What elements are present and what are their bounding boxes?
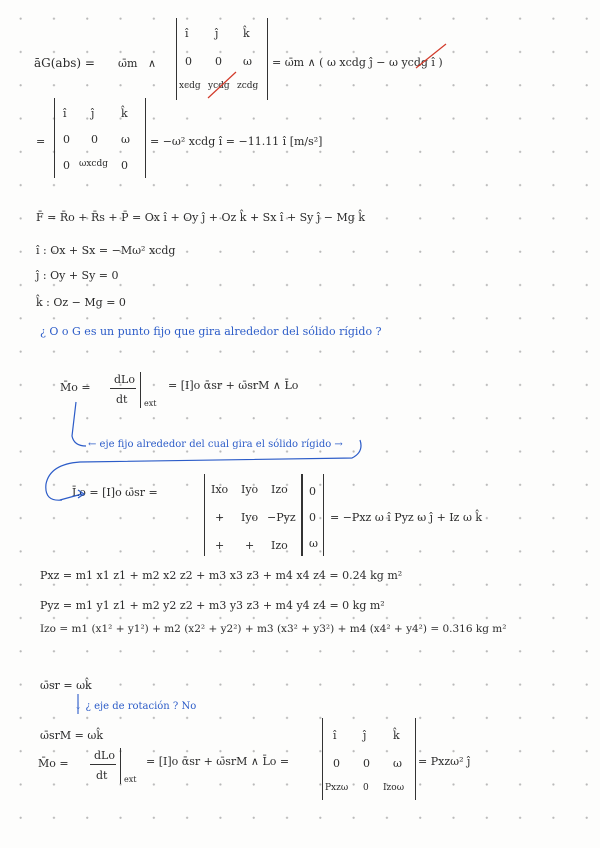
mat2-r2c3: ω <box>121 133 130 146</box>
line16-ext: ext <box>124 775 137 784</box>
mat2-r3c1: 0 <box>63 159 70 172</box>
mat3-r3c1: + <box>215 539 225 552</box>
mat1-r2c1: 0 <box>185 55 192 68</box>
mat3-r2c1: + <box>215 511 225 524</box>
mat4-r3c2: 0 <box>363 783 369 793</box>
line16-rhs: = Pxzω² ĵ <box>418 755 471 768</box>
line14-rotation-axis: ↓ ¿ eje de rotación ? No <box>74 701 197 712</box>
mat1-r3c1: xcdg <box>179 81 201 91</box>
mat1-r3c3: zcdg <box>237 81 259 91</box>
mat4-r2c2: 0 <box>363 757 370 770</box>
line1-lhs: āG(abs) = <box>34 56 95 70</box>
mat1-r1c2: ĵ <box>215 27 219 40</box>
line13-wsr: ω̄sr = ωk̂ <box>40 679 92 692</box>
line8-mo: M̄o = <box>60 381 91 394</box>
mat4-r1c1: î <box>333 729 337 742</box>
line12-izo: Izo = m1 (x1² + y1²) + m2 (x2² + y2²) + m3 (x3² + y3²) + m4 (x4² + y4²) = 0.316 kg m² <box>40 623 507 635</box>
line16-dt: dt <box>96 769 108 782</box>
note-fixed-axis: ← eje fijo alrededor del cual gira el sólido rígido → <box>88 439 343 450</box>
mat4-r2c3: ω <box>393 757 402 770</box>
blue-bracket-top <box>72 402 86 446</box>
mat2-r1c1: î <box>63 107 67 120</box>
line2-equals: = <box>36 135 46 148</box>
line4-i-component: î : Ox + Sx = −Mω² xcdg <box>36 244 176 257</box>
line8-rest: = [I]o ᾱsr + ω̄srM ∧ L̄o <box>168 379 299 392</box>
line7-question: ¿ O o G es un punto fijo que gira alrededor del sólido rígido ? <box>40 325 382 338</box>
mat1-r2c2: 0 <box>215 55 222 68</box>
mat3-r3c3: Izo <box>271 539 288 552</box>
mat4-r1c3: k̂ <box>393 729 400 742</box>
mat1-r1c3: k̂ <box>243 27 250 40</box>
mat3-r1c3: Izo <box>271 483 288 496</box>
line3-force-sum: F̄ = R̄o + R̄s + P̄ = Ox î + Oy ĵ + Oz k̂ + Sx î + Sy ĵ − Mg k̂ <box>36 211 365 224</box>
mat2-r2c2: 0 <box>91 133 98 146</box>
line1-omega: ω̄m <box>118 57 138 70</box>
mat3-r3c2: + <box>245 539 255 552</box>
mat3-r1c1: Ixo <box>211 483 229 496</box>
mat1-r1c1: î <box>185 27 189 40</box>
mat2-r1c3: k̂ <box>121 107 128 120</box>
mat4-r3c3: Izoω <box>383 783 405 793</box>
mat2-r3c2: ωxcdg <box>79 159 108 169</box>
mat4-r2c1: 0 <box>333 757 340 770</box>
line11-pyz: Pyz = m1 y1 z1 + m2 y2 z2 + m3 y3 z3 + m4 y4 z4 = 0 kg m² <box>40 599 385 612</box>
line1-rhs: = ω̄m ∧ ( ω xcdg ĵ − ω ycdg î ) <box>272 56 443 69</box>
line5-j-component: ĵ : Oy + Sy = 0 <box>36 269 119 282</box>
mat3-r2c2: Iyo <box>241 511 259 524</box>
mat2-r3c3: 0 <box>121 159 128 172</box>
blue-bracket-curve <box>46 440 361 500</box>
red-cancel-stroke-2 <box>416 44 446 68</box>
line6-k-component: k̂ : Oz − Mg = 0 <box>36 296 126 309</box>
mat3-r2c3: −Pyz <box>267 511 296 524</box>
line8-dlo: dLo <box>114 373 135 386</box>
mat1-r2c3: ω <box>243 55 252 68</box>
line10-pxz: Pxz = m1 x1 z1 + m2 x2 z2 + m3 x3 z3 + m4 x4 z4 = 0.24 kg m² <box>40 569 403 582</box>
mat4-r3c1: Pxzω <box>325 783 349 793</box>
red-cancel-stroke-1 <box>208 72 236 98</box>
line16-lhs: M̄o = <box>38 757 69 770</box>
mat2-r1c2: ĵ <box>91 107 95 120</box>
mat4-r1c2: ĵ <box>363 729 367 742</box>
mat2-r2c1: 0 <box>63 133 70 146</box>
line8-ext: ext <box>144 399 157 408</box>
line8-dt: dt <box>116 393 128 406</box>
mat1-r3c2: ycdg <box>208 81 230 91</box>
blue-arrow-icon <box>60 490 84 500</box>
line9-rhs: = −Pxz ω î Pyz ω ĵ + Iz ω k̂ <box>330 511 483 524</box>
line16-mid: = [I]o ᾱsr + ω̄srM ∧ L̄o = <box>146 755 290 768</box>
line2-rhs: = −ω² xcdg î = −11.11 î [m/s²] <box>150 135 323 148</box>
vec3-r1: 0 <box>309 485 316 498</box>
line9-lhs: L̄o = [I]o ω̄sr = <box>72 486 158 499</box>
line15-wsrm: ω̄srM = ωk̂ <box>40 729 103 742</box>
vec3-r2: 0 <box>309 511 316 524</box>
mat3-r1c2: Iyo <box>241 483 259 496</box>
line1-cross: ∧ <box>148 57 157 70</box>
line16-dlo: dLo <box>94 749 115 762</box>
vec3-r3: ω <box>309 537 318 550</box>
